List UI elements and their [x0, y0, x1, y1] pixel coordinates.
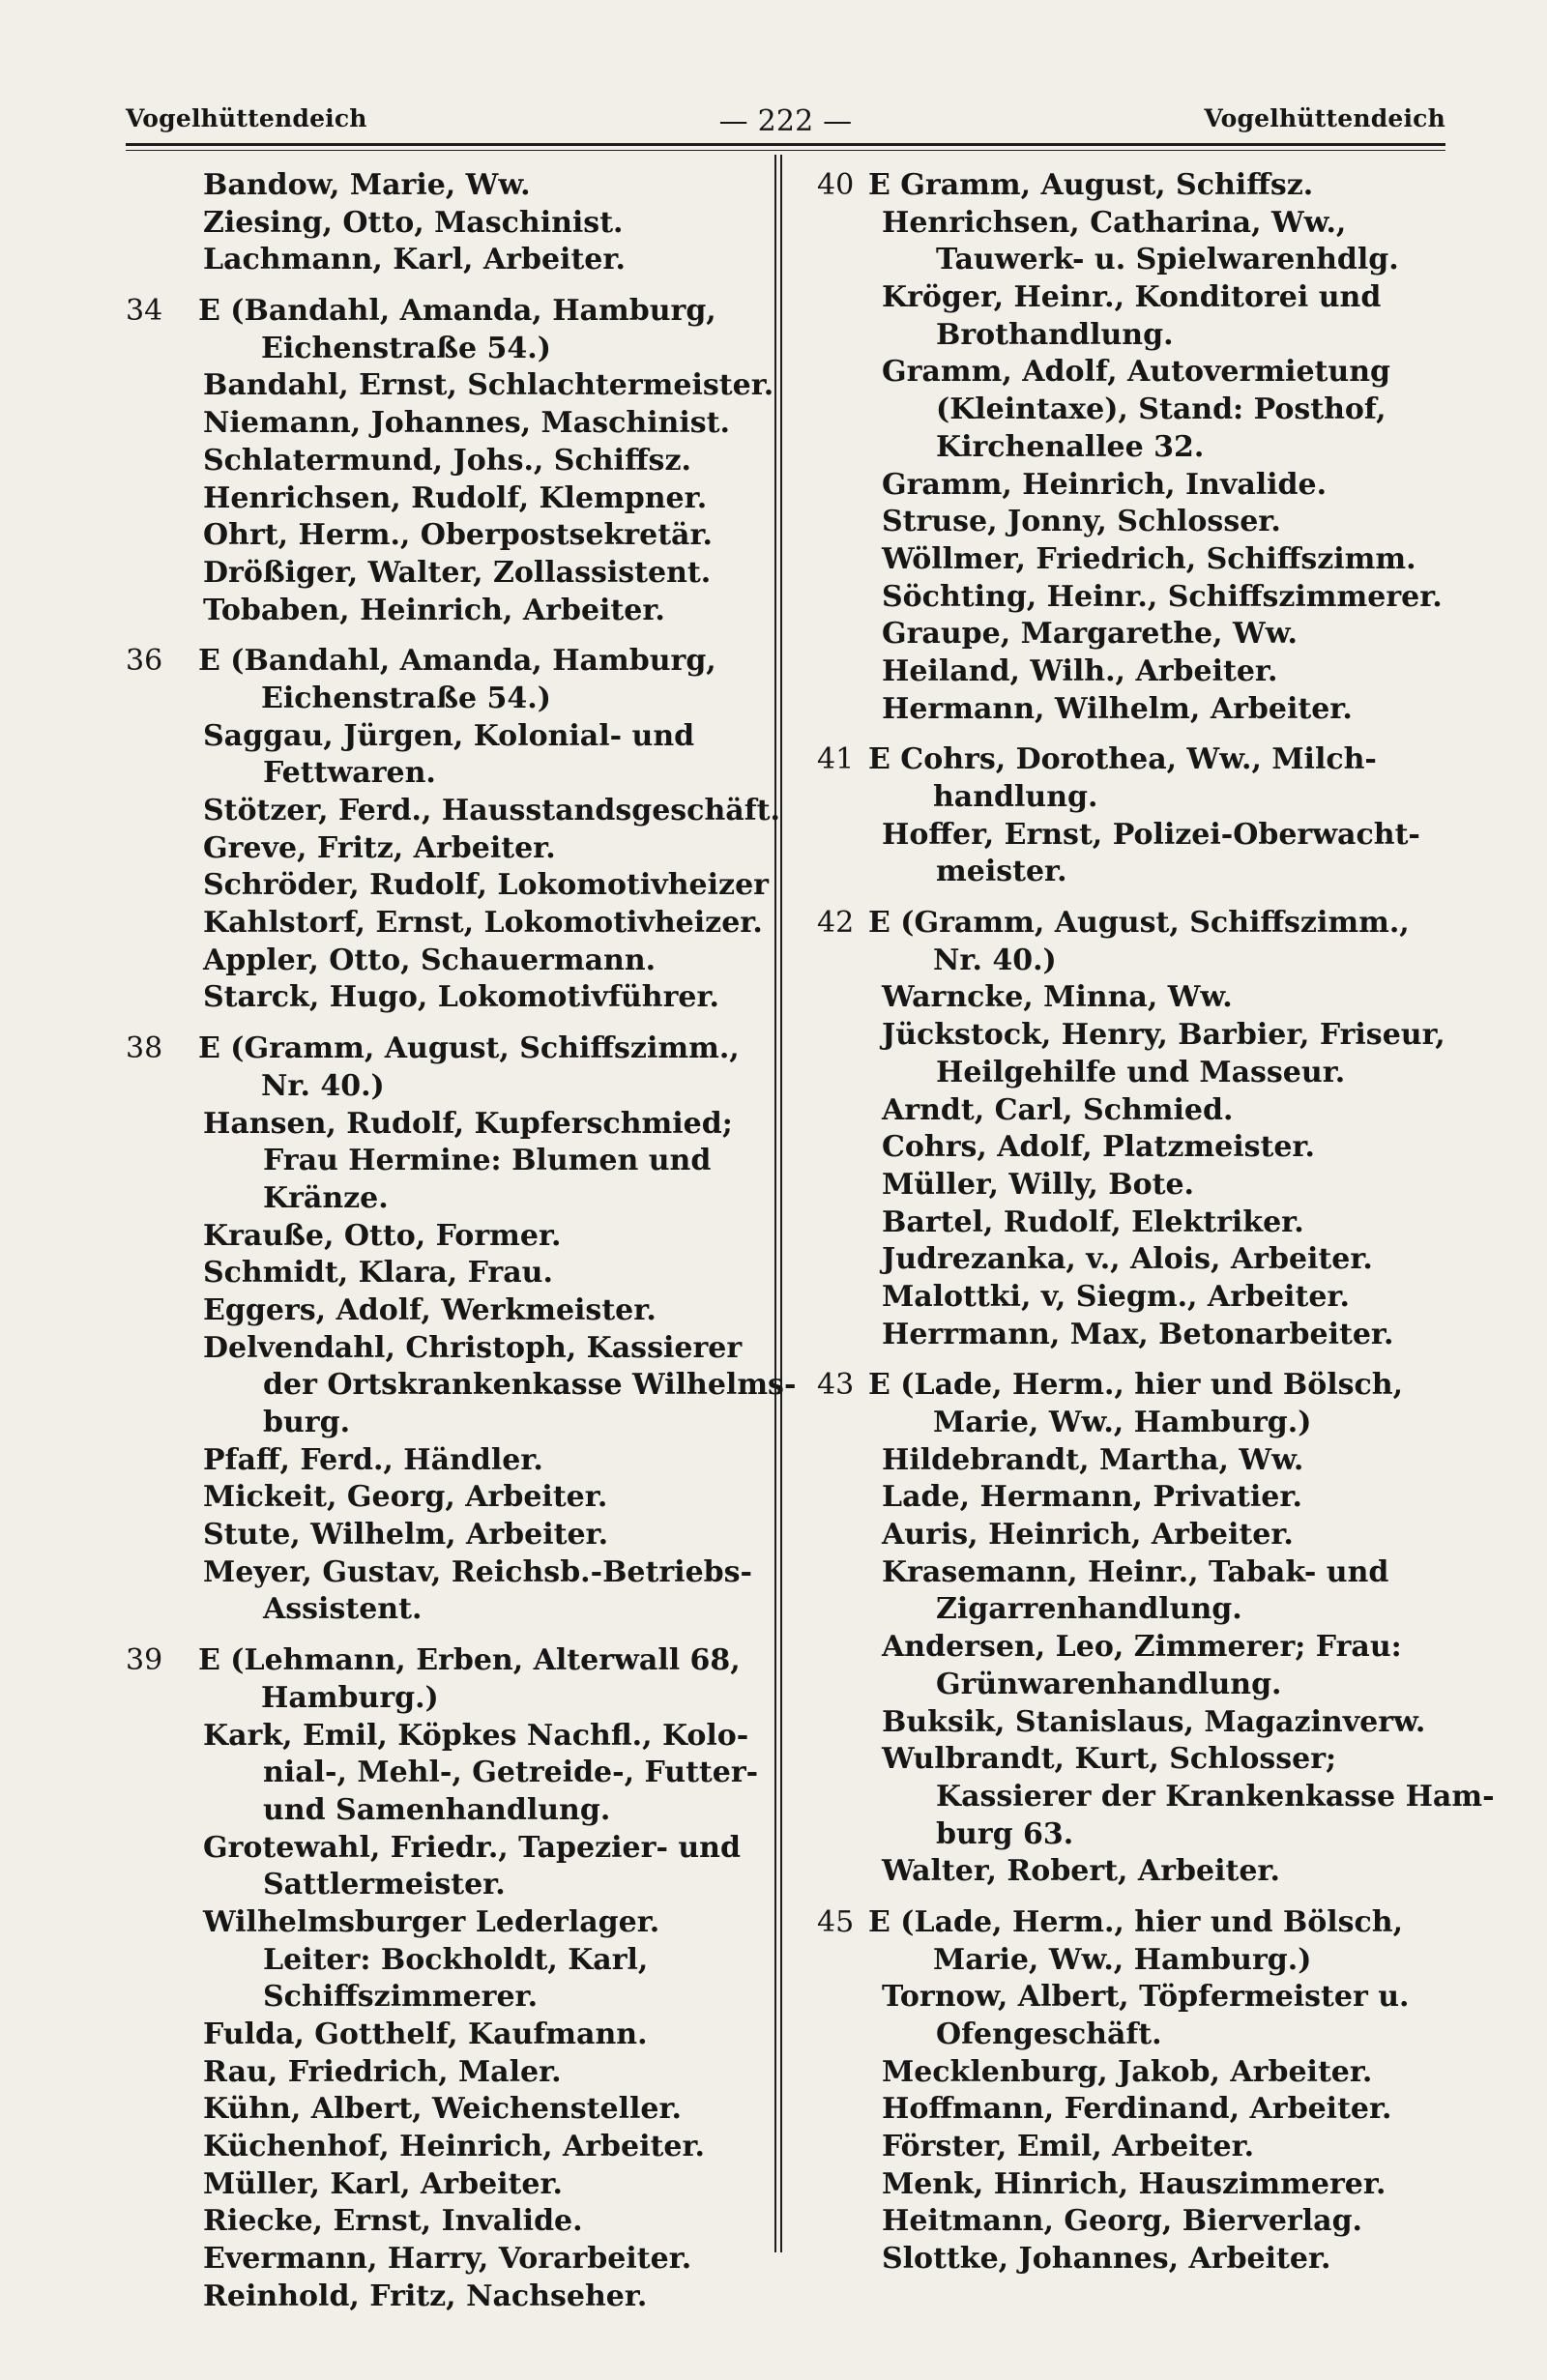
entry-line: Judrezanka, v., Alois, Arbeiter.: [882, 1242, 1373, 1277]
entry-line: Wilhelmsburger Lederlager.: [203, 1904, 660, 1939]
column-divider: [774, 155, 782, 2252]
resident-entry: [126, 1442, 774, 1480]
entry-line: Henrichsen, Rudolf, Klempner.: [203, 480, 708, 515]
resident-entry: [126, 1517, 774, 1554]
entry-line: Niemann, Johannes, Maschinist.: [203, 406, 730, 441]
resident-entry: [126, 1479, 774, 1517]
house-number: 41: [817, 742, 855, 777]
resident-entry: [126, 593, 774, 630]
house-number: 42: [817, 906, 855, 941]
entry-continuation-line: Marie, Ww., Hamburg.): [933, 1942, 1312, 1977]
house-number: 39: [126, 1643, 163, 1678]
house-entry: [817, 167, 1474, 205]
resident-entry: [126, 555, 774, 593]
entry-continuation-line: Fettwaren.: [263, 756, 436, 791]
resident-entry: [817, 979, 1474, 1017]
entry-line: Bartel, Rudolf, Elektriker.: [882, 1205, 1304, 1239]
entry-line: Warncke, Minna, Ww.: [882, 980, 1233, 1015]
entry-line: Krasemann, Heinr., Tabak- und: [882, 1554, 1389, 1589]
entry-line: Struse, Jonny, Schlosser.: [882, 505, 1281, 539]
resident-entry: [817, 1479, 1474, 1517]
house-entry: [126, 1030, 774, 1105]
header-rule: [126, 143, 1445, 146]
entry-line: Hansen, Rudolf, Kupferschmied;: [203, 1106, 733, 1141]
entry-line: Hoffmann, Ferdinand, Arbeiter.: [882, 2092, 1392, 2127]
header-rule-thin: [126, 150, 1445, 151]
header-street-right: Vogelhüttendeich: [1204, 104, 1445, 132]
resident-entry: [126, 1554, 774, 1629]
resident-entry: [817, 205, 1474, 279]
resident-entry: [817, 653, 1474, 691]
entry-gap: [817, 1353, 1474, 1367]
entry-line: Kraußе, Otto, Former.: [203, 1218, 562, 1253]
entry-continuation-line: Marie, Ww., Hamburg.): [933, 1406, 1312, 1439]
entry-continuation-line: Kassierer der Krankenkasse Ham-: [936, 1779, 1495, 1814]
entry-continuation-line: handlung.: [933, 780, 1098, 814]
resident-entry: [817, 579, 1474, 617]
entry-continuation-line: Tauwerk- u. Spielwarenhdlg.: [936, 243, 1399, 277]
entry-line: Grotewahl, Friedr., Tapezier- und: [203, 1830, 741, 1865]
resident-entry: [817, 1741, 1495, 1853]
entry-line: Heiland, Wilh., Arbeiter.: [882, 653, 1278, 688]
entry-continuation-line: burg 63.: [936, 1816, 1074, 1851]
resident-entry: [817, 1442, 1474, 1480]
entry-gap: [817, 1891, 1474, 1904]
resident-entry: [126, 2054, 774, 2092]
resident-entry: [126, 943, 774, 980]
resident-entry: [817, 504, 1474, 541]
house-number: 40: [817, 168, 855, 202]
entry-line: Malottki, v, Siegm., Arbeiter.: [882, 1279, 1350, 1314]
entry-line: Kark, Emil, Köpkes Nachfl., Kolo-: [203, 1718, 749, 1753]
resident-entry: [126, 793, 780, 830]
entry-line: Buksik, Stanislaus, Magazinverw.: [882, 1704, 1426, 1739]
entry-line: Tobaben, Heinrich, Arbeiter.: [203, 593, 665, 627]
entry-line: Wöllmer, Friedrich, Schiffszimm.: [882, 541, 1416, 576]
entry-line: Gramm, Adolf, Autovermietung: [882, 355, 1390, 390]
resident-entry: [126, 1106, 774, 1218]
entry-line: Appler, Otto, Schauermann.: [203, 943, 657, 977]
resident-entry: [817, 2091, 1474, 2129]
entry-continuation-line: und Samenhandlung.: [263, 1792, 611, 1827]
entry-continuation-line: Eichenstraße 54.): [261, 681, 551, 715]
entry-continuation-line: Assistent.: [263, 1592, 423, 1627]
entry-line: Hermann, Wilhelm, Arbeiter.: [882, 691, 1353, 726]
entry-gap: [126, 629, 774, 643]
entry-continuation-line: Grünwarenhandlung.: [936, 1667, 1282, 1701]
entry-line: Cohrs, Adolf, Platzmeister.: [882, 1130, 1315, 1165]
entry-line: Reinhold, Fritz, Nachseher.: [203, 2278, 648, 2313]
resident-entry: [817, 279, 1474, 354]
resident-entry: [126, 867, 774, 905]
resident-entry: [817, 541, 1474, 579]
header-street-left: Vogelhüttendeich: [126, 104, 367, 132]
resident-entry: [817, 1704, 1474, 1742]
entry-line: Menk, Hinrich, Hauszimmerer.: [882, 2166, 1386, 2201]
house-number: 34: [126, 294, 163, 329]
house-number: 38: [126, 1031, 163, 1066]
entry-continuation-line: Leiter: Bockholdt, Karl,: [263, 1942, 649, 1977]
resident-entry: [817, 817, 1474, 891]
entry-line: E (Lehmann, Erben, Alterwall 68,: [198, 1643, 741, 1678]
entry-continuation-line: Nr. 40.): [261, 1068, 385, 1103]
resident-entry: [817, 2166, 1474, 2204]
entry-line: Jückstock, Henry, Barbier, Friseur,: [882, 1018, 1445, 1053]
resident-entry: [126, 167, 774, 205]
entry-line: Walter, Robert, Arbeiter.: [882, 1854, 1280, 1889]
resident-entry: [817, 1279, 1474, 1317]
entry-line: Heitmann, Georg, Bierverlag.: [882, 2204, 1362, 2239]
resident-entry: [817, 1317, 1474, 1354]
entry-line: E Cohrs, Dorothea, Ww., Milch-: [868, 742, 1377, 777]
resident-entry: [126, 242, 774, 279]
resident-entry: [817, 1979, 1474, 2053]
running-header: [126, 95, 1445, 145]
resident-entry: [817, 1092, 1474, 1130]
entry-continuation-line: meister.: [936, 855, 1067, 889]
resident-entry: [817, 1853, 1474, 1891]
entry-line: Graupe, Margarethe, Ww.: [882, 617, 1298, 652]
entry-line: Delvendahl, Christoph, Kassierer: [203, 1330, 743, 1365]
entry-line: Kahlstorf, Ernst, Lokomotivheizer.: [203, 906, 763, 941]
entry-line: Meyer, Gustav, Reichsb.-Betriebs-: [203, 1554, 752, 1589]
resident-entry: [126, 480, 774, 518]
entry-gap: [126, 1629, 774, 1642]
entry-line: Wulbrandt, Kurt, Schlosser;: [882, 1742, 1337, 1777]
house-entry: [126, 1642, 774, 1717]
entry-line: E (Lade, Herm., hier und Bölsch,: [868, 1904, 1404, 1939]
entry-line: Stute, Wilhelm, Arbeiter.: [203, 1518, 609, 1553]
entry-line: E Gramm, August, Schiffsz.: [868, 168, 1314, 202]
entry-line: Müller, Willy, Bote.: [882, 1167, 1194, 1202]
resident-entry: [126, 1255, 774, 1292]
entry-line: Mecklenburg, Jakob, Arbeiter.: [882, 2054, 1373, 2089]
resident-entry: [126, 2241, 774, 2278]
resident-entry: [817, 1517, 1474, 1554]
entry-line: Andersen, Leo, Zimmerer; Frau:: [882, 1630, 1402, 1665]
resident-entry: [817, 616, 1474, 653]
house-entry: [817, 741, 1474, 816]
entry-line: Küchenhof, Heinrich, Arbeiter.: [203, 2130, 705, 2164]
entry-continuation-line: Ofengeschäft.: [936, 2017, 1162, 2051]
entry-line: Stötzer, Ferd., Hausstandsgeschäft.: [203, 794, 780, 827]
entry-line: Hoffer, Ernst, Polizei-Oberwacht-: [882, 817, 1420, 852]
resident-entry: [126, 2091, 774, 2129]
resident-entry: [817, 2241, 1474, 2278]
entry-line: Drößiger, Walter, Zollassistent.: [203, 555, 712, 590]
house-entry: [126, 293, 774, 367]
resident-entry: [817, 2203, 1474, 2241]
resident-entry: [126, 367, 774, 405]
entry-gap: [126, 279, 774, 293]
page-number: — 222 —: [718, 104, 853, 138]
resident-entry: [126, 443, 774, 480]
entry-continuation-line: Heilgehilfe und Masseur.: [936, 1055, 1346, 1089]
left-column: [126, 167, 797, 2316]
entry-line: Mickeit, Georg, Arbeiter.: [203, 1480, 608, 1515]
resident-entry: [126, 2166, 774, 2204]
entry-continuation-line: Nr. 40.): [933, 943, 1057, 977]
resident-entry: [817, 2054, 1474, 2092]
entry-line: Pfaff, Ferd., Händler.: [203, 1442, 543, 1477]
resident-entry: [126, 1904, 774, 2017]
resident-entry: [126, 2278, 774, 2316]
entry-line: Greve, Fritz, Arbeiter.: [203, 830, 556, 865]
entry-line: Slottke, Johannes, Arbeiter.: [882, 2242, 1331, 2277]
entry-line: E (Gramm, August, Schiffszimm.,: [198, 1031, 740, 1066]
resident-entry: [817, 691, 1474, 729]
entry-continuation-line: Zigarrenhandlung.: [936, 1592, 1242, 1627]
house-entry: [126, 643, 774, 717]
house-number: 43: [817, 1368, 855, 1403]
resident-entry: [817, 354, 1474, 466]
entry-line: Lachmann, Karl, Arbeiter.: [203, 243, 626, 277]
right-column: [817, 167, 1495, 2278]
resident-entry: [126, 517, 774, 555]
entry-line: Bandow, Marie, Ww.: [203, 168, 531, 202]
entry-line: Ohrt, Herm., Oberpostsekretär.: [203, 518, 713, 553]
resident-entry: [126, 1718, 774, 1830]
entry-line: E (Gramm, August, Schiffszimm.,: [868, 906, 1410, 941]
entry-line: Starck, Hugo, Lokomotivführer.: [203, 980, 719, 1015]
entry-continuation-line: Kirchenallee 32.: [936, 429, 1205, 464]
resident-entry: [126, 979, 774, 1017]
entry-line: Eggers, Adolf, Werkmeister.: [203, 1292, 657, 1327]
entry-line: Henrichsen, Catharina, Ww.,: [882, 205, 1347, 240]
house-number: 36: [126, 644, 163, 679]
entry-line: E (Bandahl, Amanda, Hamburg,: [198, 294, 716, 329]
entry-line: Saggau, Jürgen, Kolonial- und: [203, 718, 695, 753]
entry-continuation-line: burg.: [263, 1406, 351, 1439]
resident-entry: [817, 1241, 1474, 1279]
resident-entry: [126, 2017, 774, 2054]
house-entry: [817, 1904, 1474, 1979]
entry-line: Auris, Heinrich, Arbeiter.: [882, 1518, 1294, 1553]
entry-continuation-line: Schiffszimmerer.: [263, 1980, 539, 2015]
resident-entry: [126, 1218, 774, 1256]
resident-entry: [817, 1017, 1474, 1091]
entry-line: E (Lade, Herm., hier und Bölsch,: [868, 1368, 1404, 1403]
resident-entry: [126, 2129, 774, 2166]
entry-line: Riecke, Ernst, Invalide.: [203, 2204, 583, 2239]
entry-line: Schlatermund, Johs., Schiffsz.: [203, 443, 691, 478]
resident-entry: [817, 2129, 1474, 2166]
resident-entry: [126, 830, 774, 868]
entry-line: Söchting, Heinr., Schiffszimmerer.: [882, 579, 1443, 614]
entry-continuation-line: Sattlermeister.: [263, 1868, 506, 1902]
resident-entry: [126, 1830, 774, 1904]
entry-line: Lade, Hermann, Privatier.: [882, 1480, 1302, 1515]
entry-line: Bandahl, Ernst, Schlachtermeister.: [203, 368, 774, 403]
resident-entry: [126, 905, 774, 943]
entry-continuation-line: Brothandlung.: [936, 317, 1174, 352]
entry-gap: [817, 891, 1474, 905]
entry-line: Herrmann, Max, Betonarbeiter.: [882, 1317, 1394, 1351]
resident-entry: [817, 1629, 1474, 1703]
resident-entry: [817, 1205, 1474, 1242]
entry-line: Schmidt, Klara, Frau.: [203, 1256, 553, 1291]
entry-line: Gramm, Heinrich, Invalide.: [882, 467, 1328, 502]
house-entry: [817, 1367, 1474, 1441]
entry-gap: [126, 1017, 774, 1030]
resident-entry: [126, 205, 774, 243]
resident-entry: [817, 467, 1474, 505]
resident-entry: [817, 1554, 1474, 1629]
entry-continuation-line: (Kleintaxe), Stand: Posthof,: [936, 392, 1386, 427]
entry-continuation-line: der Ortskrankenkasse Wilhelms-: [263, 1368, 797, 1403]
entry-line: Evermann, Harry, Vorarbeiter.: [203, 2242, 692, 2277]
resident-entry: [126, 2203, 774, 2241]
resident-entry: [126, 1292, 774, 1330]
entry-line: Fulda, Gotthelf, Kaufmann.: [203, 2017, 648, 2051]
entry-continuation-line: Eichenstraße 54.): [261, 331, 551, 365]
entry-line: Müller, Karl, Arbeiter.: [203, 2166, 563, 2201]
house-number: 45: [817, 1904, 855, 1939]
resident-entry: [126, 405, 774, 443]
entry-continuation-line: Hamburg.): [261, 1680, 439, 1715]
entry-continuation-line: Kränze.: [263, 1180, 389, 1215]
entry-line: Hildebrandt, Martha, Ww.: [882, 1442, 1304, 1477]
house-entry: [817, 905, 1474, 979]
entry-line: Tornow, Albert, Töpfermeister u.: [882, 1980, 1410, 2015]
resident-entry: [126, 718, 774, 793]
entry-line: Rau, Friedrich, Maler.: [203, 2054, 562, 2089]
resident-entry: [817, 1129, 1474, 1167]
entry-gap: [817, 728, 1474, 741]
entry-line: Kühn, Albert, Weichensteller.: [203, 2092, 682, 2127]
entry-line: Schröder, Rudolf, Lokomotivheizer: [203, 868, 769, 903]
entry-continuation-line: Frau Hermine: Blumen und: [263, 1144, 712, 1178]
entry-line: E (Bandahl, Amanda, Hamburg,: [198, 644, 716, 679]
entry-line: Förster, Emil, Arbeiter.: [882, 2130, 1255, 2164]
entry-line: Kröger, Heinr., Konditorei und: [882, 280, 1382, 315]
resident-entry: [126, 1330, 797, 1442]
resident-entry: [817, 1167, 1474, 1205]
entry-line: Ziesing, Otto, Maschinist.: [203, 205, 624, 240]
entry-continuation-line: nial-, Mehl-, Getreide-, Futter-: [263, 1756, 759, 1790]
entry-line: Arndt, Carl, Schmied.: [882, 1092, 1234, 1127]
